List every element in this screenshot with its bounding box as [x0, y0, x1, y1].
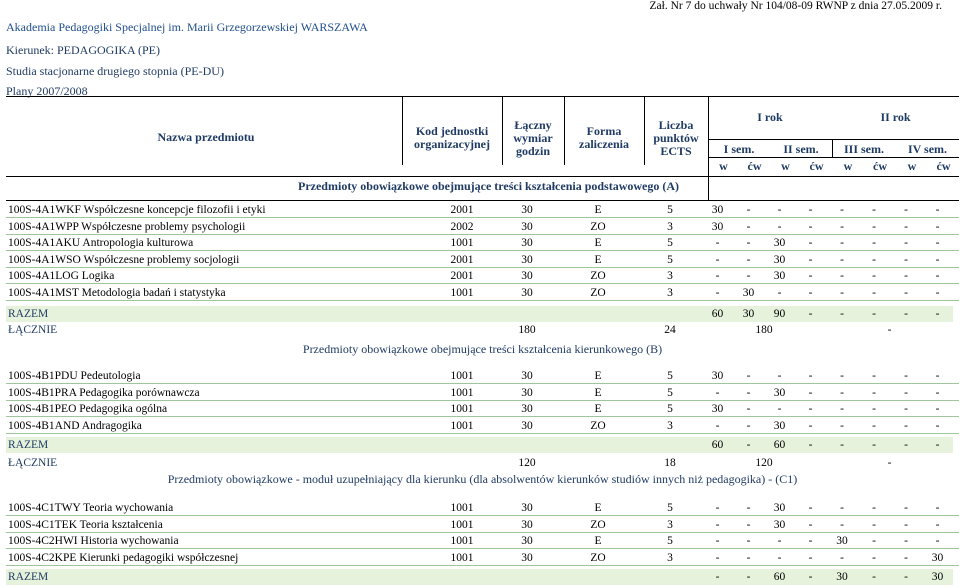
cell-sem-hours: - [746, 237, 751, 250]
total-year-2: - [887, 457, 892, 469]
cell-sem-hours: 30 [773, 419, 786, 432]
cell-sem-hours: - [715, 502, 720, 514]
wcw-7: ćw [936, 159, 951, 173]
section-title: Przedmioty obowiązkowe obejmujące treści kształcenia kierunkowego (B) [302, 342, 663, 356]
cell-sem-hours: - [808, 386, 813, 399]
cell-hours: 30 [521, 370, 533, 382]
razem-cell: 60 [773, 439, 786, 451]
cell-hours: 30 [521, 403, 533, 416]
cell-sem-hours: - [872, 502, 876, 514]
course-name: 100S-4B1PRA Pedagogika porównawcza [8, 386, 200, 399]
cell-sem-hours: - [872, 287, 876, 299]
cell-sem-hours: - [935, 403, 940, 416]
cell-ects: 3 [667, 419, 673, 432]
cell-sem-hours: - [935, 220, 940, 233]
cell-hours: 30 [521, 502, 533, 514]
cell-sem-hours: - [872, 419, 876, 432]
year-2: II rok [880, 110, 911, 124]
cell-hours: 30 [521, 237, 533, 250]
cell-hours: 30 [521, 253, 533, 266]
razem-label: RAZEM [8, 439, 49, 451]
cell-sem-hours: 30 [742, 287, 755, 299]
cell-hours: 30 [521, 551, 533, 564]
plans-year: Plany 2007/2008 [6, 84, 88, 98]
cell-hours: 30 [521, 535, 533, 548]
total-ects: 18 [664, 457, 676, 469]
cell-sem-hours: - [808, 287, 813, 299]
cell-sem-hours: - [777, 535, 782, 548]
cell-sem-hours: - [808, 535, 813, 548]
cell-sem-hours: - [935, 287, 940, 299]
table-row [6, 533, 959, 549]
cell-sem-hours: - [715, 237, 720, 250]
cell-sem-hours: - [808, 502, 813, 514]
cell-code: 1001 [450, 287, 474, 299]
cell-ects: 5 [667, 370, 673, 382]
razem-cell: - [904, 308, 908, 320]
razem-cell: 60 [773, 571, 786, 583]
col-form: Forma zaliczenia [579, 124, 629, 151]
cell-sem-hours: - [840, 551, 844, 564]
wcw-6: w [907, 159, 917, 173]
section-title: Przedmioty obowiązkowe - moduł uzupełniający dla kierunku (dla absolwentów kierunków studiów innych niż pedagogika) - (C1) [167, 472, 798, 486]
cell-sem-hours: 30 [773, 386, 786, 399]
cell-sem-hours: - [715, 518, 720, 531]
cell-sem-hours: - [840, 220, 844, 233]
cell-ects: 3 [667, 220, 673, 233]
cell-ects: 5 [667, 535, 673, 548]
cell-code: 2001 [450, 204, 474, 216]
cell-sem-hours: - [904, 386, 908, 399]
cell-sem-hours: - [872, 551, 876, 564]
course-name: 100S-4B1AND Andragogika [8, 419, 142, 432]
cell-sem-hours: - [904, 419, 908, 432]
razem-cell: - [935, 308, 940, 320]
razem-cell: - [808, 439, 813, 451]
razem-cell: - [872, 439, 876, 451]
cell-hours: 30 [521, 419, 533, 432]
cell-form: E [594, 370, 602, 382]
table-row [6, 252, 959, 268]
cell-sem-hours: - [935, 270, 940, 283]
cell-sem-hours: - [746, 551, 751, 564]
wcw-3: ćw [809, 159, 824, 173]
cell-code: 2001 [450, 270, 474, 283]
razem-cell: - [840, 439, 844, 451]
cell-sem-hours: 30 [711, 204, 724, 216]
cell-sem-hours: 30 [931, 551, 944, 564]
sem-2: II sem. [783, 142, 819, 156]
course-name: 100S-4A1WSO Współczesne problemy socjologii [8, 253, 240, 266]
cell-code: 1001 [450, 551, 474, 564]
cell-sem-hours: - [715, 287, 720, 299]
razem-cell: - [715, 571, 720, 583]
cell-sem-hours: - [872, 237, 876, 250]
table-row [6, 500, 959, 516]
section-title-a: Przedmioty obowiązkowe obejmujące treści kształcenia podstawowego (A) [298, 179, 680, 193]
cell-form: ZO [590, 518, 606, 531]
cell-code: 1001 [450, 370, 474, 382]
cell-code: 2002 [450, 220, 474, 233]
course-name: 100S-4A1LOG Logika [8, 270, 115, 283]
cell-ects: 5 [667, 204, 673, 216]
cell-sem-hours: - [808, 518, 813, 531]
razem-cell: - [746, 439, 751, 451]
cell-ects: 5 [667, 253, 673, 266]
cell-sem-hours: - [904, 535, 908, 548]
cell-sem-hours: - [840, 370, 844, 382]
cell-sem-hours: - [872, 370, 876, 382]
cell-sem-hours: - [777, 551, 782, 564]
razem-cell: 30 [931, 571, 944, 583]
cell-sem-hours: - [935, 370, 940, 382]
cell-code: 1001 [450, 403, 474, 416]
cell-sem-hours: - [935, 419, 940, 432]
col-name: Nazwa przedmiotu [157, 130, 255, 144]
cell-sem-hours: - [872, 220, 876, 233]
cell-ects: 3 [667, 270, 673, 283]
cell-sem-hours: - [935, 204, 940, 216]
cell-ects: 5 [667, 237, 673, 250]
cell-sem-hours: 30 [836, 535, 848, 548]
razem-cell: - [872, 308, 876, 320]
cell-sem-hours: - [935, 518, 940, 531]
table-row [6, 517, 959, 533]
cell-sem-hours: - [808, 403, 813, 416]
razem-cell: - [746, 571, 751, 583]
razem-cell: - [935, 439, 940, 451]
course-name: 100S-4A1MST Metodologia badań i statystyka [8, 287, 226, 299]
wcw-4: w [843, 159, 853, 173]
razem-cell: - [808, 308, 813, 320]
cell-form: ZO [590, 419, 606, 432]
razem-cell: 90 [773, 308, 786, 320]
course-name: 100S-4A1WPP Współczesne problemy psychologii [8, 220, 246, 233]
sem-3: III sem. [843, 142, 884, 156]
razem-cell: - [904, 571, 908, 583]
razem-cell: 30 [836, 571, 848, 583]
cell-sem-hours: - [904, 551, 908, 564]
course-name: 100S-4B1PEO Pedagogika ogólna [8, 403, 168, 416]
cell-code: 2001 [450, 253, 474, 266]
cell-sem-hours: - [872, 535, 876, 548]
cell-hours: 30 [521, 386, 533, 399]
course-name: 100S-4C2KPE Kierunki pedagogiki współczesnej [8, 551, 239, 564]
cell-form: E [594, 403, 602, 416]
razem-cell: 30 [742, 308, 755, 320]
year-1: I rok [757, 110, 783, 124]
cell-ects: 5 [667, 502, 673, 514]
cell-sem-hours: - [872, 204, 876, 216]
cell-sem-hours: - [746, 419, 751, 432]
total-label: ŁĄCZNIE [8, 457, 58, 469]
total-row [6, 322, 959, 338]
cell-sem-hours: - [808, 551, 813, 564]
cell-sem-hours: - [840, 518, 844, 531]
cell-sem-hours: - [746, 518, 751, 531]
cell-code: 1001 [450, 502, 474, 514]
cell-hours: 30 [521, 220, 533, 233]
cell-sem-hours: 30 [773, 237, 786, 250]
cell-sem-hours: - [808, 220, 813, 233]
cell-sem-hours: - [904, 204, 908, 216]
cell-sem-hours: - [872, 253, 876, 266]
course-name: 100S-4C2HWI Historia wychowania [8, 535, 179, 548]
cell-code: 1001 [450, 386, 474, 399]
table-row [6, 385, 959, 401]
cell-sem-hours: - [777, 370, 782, 382]
total-ects: 24 [664, 324, 676, 336]
cell-sem-hours: - [715, 253, 720, 266]
cell-sem-hours: - [808, 204, 813, 216]
course-name: 100S-4C1TEK Teoria kształcenia [8, 518, 163, 531]
cell-sem-hours: - [746, 220, 751, 233]
razem-cell: - [808, 571, 813, 583]
cell-form: ZO [590, 220, 606, 233]
cell-sem-hours: - [904, 518, 908, 531]
cell-code: 1001 [450, 535, 474, 548]
attachment-note: Zał. Nr 7 do uchwały Nr 104/08-09 RWNP z dnia 27.05.2009 r. [649, 0, 942, 12]
cell-sem-hours: - [872, 518, 876, 531]
course-name: 100S-4A1AKU Antropologia kulturowa [8, 237, 194, 250]
cell-sem-hours: - [777, 204, 782, 216]
table-row [6, 368, 959, 384]
razem-cell: - [904, 439, 908, 451]
total-year-1: 120 [755, 457, 773, 469]
cell-form: ZO [590, 551, 606, 564]
cell-sem-hours: - [840, 204, 844, 216]
cell-sem-hours: - [935, 535, 940, 548]
cell-sem-hours: 30 [773, 518, 786, 531]
cell-form: E [594, 535, 602, 548]
cell-form: E [594, 204, 602, 216]
cell-sem-hours: - [715, 270, 720, 283]
cell-sem-hours: - [840, 419, 844, 432]
cell-sem-hours: - [840, 287, 844, 299]
cell-sem-hours: - [808, 237, 813, 250]
table-header [6, 96, 959, 201]
sem-1: I sem. [723, 142, 755, 156]
cell-sem-hours: - [904, 270, 908, 283]
cell-sem-hours: - [746, 502, 751, 514]
cell-ects: 3 [667, 287, 673, 299]
cell-sem-hours: - [808, 253, 813, 266]
wcw-0: w [719, 159, 728, 173]
table-row [6, 219, 959, 235]
cell-sem-hours: - [904, 237, 908, 250]
total-hours: 180 [518, 324, 536, 336]
table-row [6, 550, 959, 566]
cell-sem-hours: - [872, 403, 876, 416]
razem-row [6, 306, 959, 322]
cell-form: E [594, 237, 602, 250]
total-label: ŁĄCZNIE [8, 324, 58, 336]
cell-code: 1001 [450, 419, 474, 432]
cell-ects: 5 [667, 386, 673, 399]
razem-label: RAZEM [8, 308, 49, 320]
cell-form: E [594, 386, 602, 399]
cell-sem-hours: - [715, 419, 720, 432]
cell-sem-hours: - [715, 386, 720, 399]
cell-hours: 30 [521, 204, 533, 216]
razem-cell: - [840, 308, 844, 320]
razem-cell: 60 [711, 439, 724, 451]
cell-hours: 30 [521, 518, 533, 531]
cell-sem-hours: - [746, 270, 751, 283]
cell-sem-hours: - [904, 403, 908, 416]
table-row [6, 235, 959, 251]
cell-sem-hours: - [777, 287, 782, 299]
cell-sem-hours: - [808, 270, 813, 283]
col-hours: Łączny wymiar godzin [513, 118, 553, 158]
razem-row [6, 569, 959, 585]
cell-ects: 3 [667, 518, 673, 531]
cell-sem-hours: - [840, 237, 844, 250]
cell-hours: 30 [521, 270, 533, 283]
cell-sem-hours: - [872, 270, 876, 283]
razem-row [6, 437, 959, 453]
cell-sem-hours: - [746, 204, 751, 216]
col-code: Kod jednostki organizacyjnej [414, 124, 490, 151]
cell-code: 1001 [450, 237, 474, 250]
razem-label: RAZEM [8, 571, 49, 583]
cell-sem-hours: - [746, 253, 751, 266]
cell-sem-hours: - [808, 370, 813, 382]
total-year-1: 180 [755, 324, 773, 336]
total-hours: 120 [518, 457, 536, 469]
cell-sem-hours: - [904, 502, 908, 514]
cell-sem-hours: - [935, 253, 940, 266]
cell-sem-hours: - [840, 270, 844, 283]
studies-type: Studia stacjonarne drugiego stopnia (PE-DU) [6, 64, 224, 78]
table-row [6, 401, 959, 417]
wcw-2: w [781, 159, 790, 173]
cell-sem-hours: - [746, 370, 751, 382]
course-name: 100S-4B1PDU Pedeutologia [8, 370, 141, 382]
wcw-5: ćw [873, 159, 887, 173]
cell-sem-hours: 30 [773, 270, 786, 283]
cell-sem-hours: - [777, 403, 782, 416]
cell-code: 1001 [450, 518, 474, 531]
cell-sem-hours: - [904, 220, 908, 233]
cell-sem-hours: - [904, 370, 908, 382]
cell-sem-hours: - [746, 403, 751, 416]
cell-sem-hours: - [935, 237, 940, 250]
cell-hours: 30 [521, 287, 533, 299]
cell-form: E [594, 502, 602, 514]
cell-sem-hours: - [904, 287, 908, 299]
table-row [6, 285, 959, 301]
cell-ects: 3 [667, 551, 673, 564]
cell-sem-hours: - [715, 551, 720, 564]
cell-form: E [594, 253, 602, 266]
cell-sem-hours: - [808, 419, 813, 432]
table-row [6, 268, 959, 284]
cell-sem-hours: 30 [773, 253, 786, 266]
cell-sem-hours: - [746, 386, 751, 399]
cell-form: ZO [590, 270, 606, 283]
cell-sem-hours: - [904, 253, 908, 266]
cell-sem-hours: - [935, 386, 940, 399]
cell-sem-hours: - [840, 386, 844, 399]
wcw-1: ćw [747, 159, 762, 173]
sem-4: IV sem. [907, 142, 948, 156]
cell-sem-hours: - [872, 386, 876, 399]
cell-sem-hours: 30 [711, 370, 724, 382]
cell-sem-hours: - [840, 502, 844, 514]
course-name: 100S-4C1TWY Teoria wychowania [8, 502, 174, 514]
table-row [6, 202, 959, 218]
course-name: 100S-4A1WKF Współczesne koncepcje filozofii i etyki [8, 204, 266, 216]
cell-sem-hours: - [746, 535, 751, 548]
col-ects: Liczba punktów ECTS [653, 118, 699, 158]
table-row [6, 418, 959, 434]
cell-sem-hours: 30 [711, 220, 724, 233]
cell-form: ZO [590, 287, 606, 299]
cell-sem-hours: - [777, 220, 782, 233]
cell-sem-hours: - [935, 502, 940, 514]
cell-ects: 5 [667, 403, 673, 416]
razem-cell: 60 [711, 308, 724, 320]
total-year-2: - [887, 324, 892, 336]
cell-sem-hours: 30 [711, 403, 724, 416]
cell-sem-hours: - [840, 403, 844, 416]
direction: Kierunek: PEDAGOGIKA (PE) [6, 43, 160, 57]
cell-sem-hours: 30 [773, 502, 786, 514]
university-name: Akademia Pedagogiki Specjalnej im. Marii Grzegorzewskiej WARSZAWA [6, 20, 368, 34]
total-row [6, 455, 959, 471]
cell-sem-hours: - [840, 253, 844, 266]
cell-sem-hours: - [715, 535, 720, 548]
razem-cell: - [872, 571, 876, 583]
